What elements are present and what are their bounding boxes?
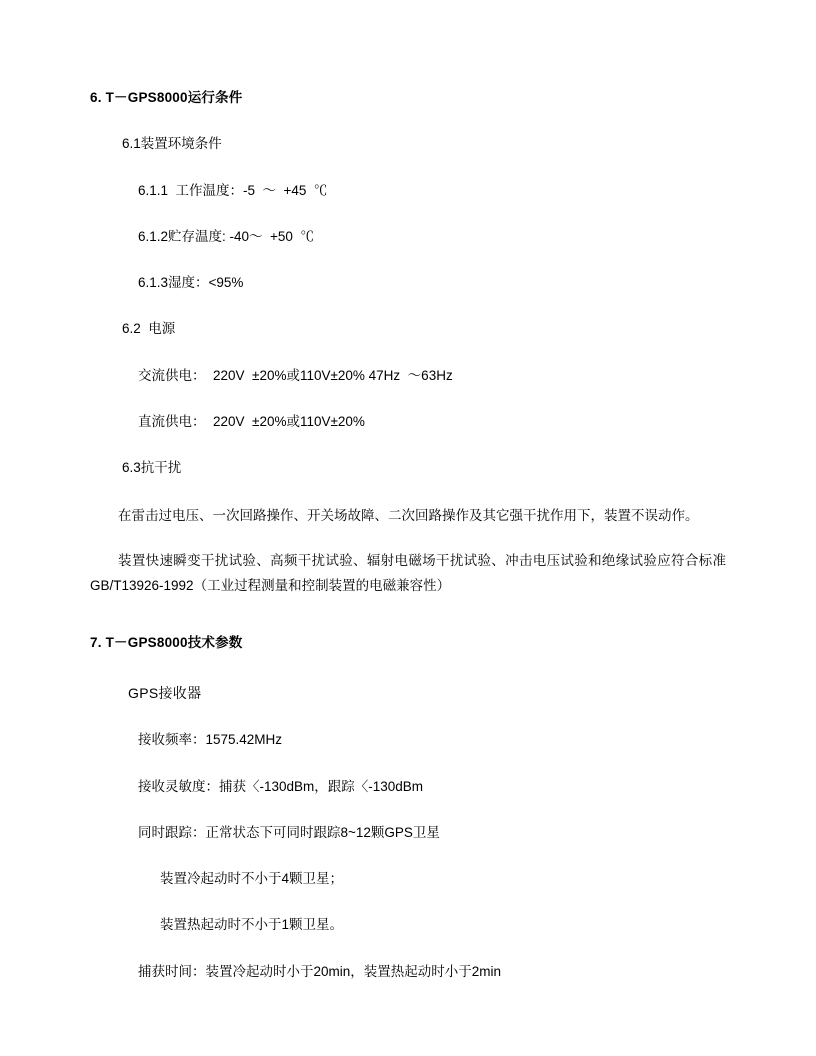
subheading-gps-receiver: GPS接收器	[128, 685, 202, 702]
spec-acquisition-time: 捕获时间：装置冷起动时小于20min，装置热起动时小于2min	[138, 963, 502, 979]
item-6-2: 6.2 电源	[122, 321, 176, 337]
item-6-2-ac-power: 交流供电： 220V ±20%或110V±20% 47Hz ～63Hz	[138, 367, 453, 383]
spec-sensitivity: 接收灵敏度：捕获〈-130dBm，跟踪〈-130dBm	[138, 778, 424, 794]
item-6-3: 6.3抗干扰	[122, 460, 182, 475]
item-6-1-1: 6.1.1 工作温度：-5 ～ +45 ℃	[138, 182, 328, 198]
spec-cold-start-satellites: 装置冷起动时不小于4颗卫星；	[160, 871, 344, 887]
item-6-2-dc-power: 直流供电： 220V ±20%或110V±20%	[138, 413, 365, 429]
section-heading-6: 6. T－GPS8000运行条件	[90, 90, 243, 105]
paragraph-interference-2: 装置快速瞬变干扰试验、高频干扰试验、辐射电磁场干扰试验、冲击电压试验和绝缘试验应符合标准GB/T13926-1992（工业过程测量和控制装置的电磁兼容性）	[90, 553, 726, 594]
spec-receive-frequency: 接收频率：1575.42MHz	[138, 732, 283, 748]
section-heading-7: 7. T－GPS8000技术参数	[90, 635, 243, 651]
item-6-1-3: 6.1.3湿度：<95%	[138, 275, 244, 290]
paragraph-interference-1: 在雷击过电压、一次回路操作、开关场故障、二次回路操作及其它强干扰作用下，装置不误动作。	[118, 508, 699, 524]
item-6-1: 6.1装置环境条件	[122, 136, 222, 152]
spec-simultaneous-tracking: 同时跟踪：正常状态下可同时跟踪8~12颗GPS卫星	[138, 824, 440, 840]
spec-hot-start-satellites: 装置热起动时不小于1颗卫星。	[160, 917, 344, 933]
item-6-1-2: 6.1.2贮存温度: -40～ +50 ℃	[138, 228, 314, 244]
document-body	[90, 88, 726, 982]
